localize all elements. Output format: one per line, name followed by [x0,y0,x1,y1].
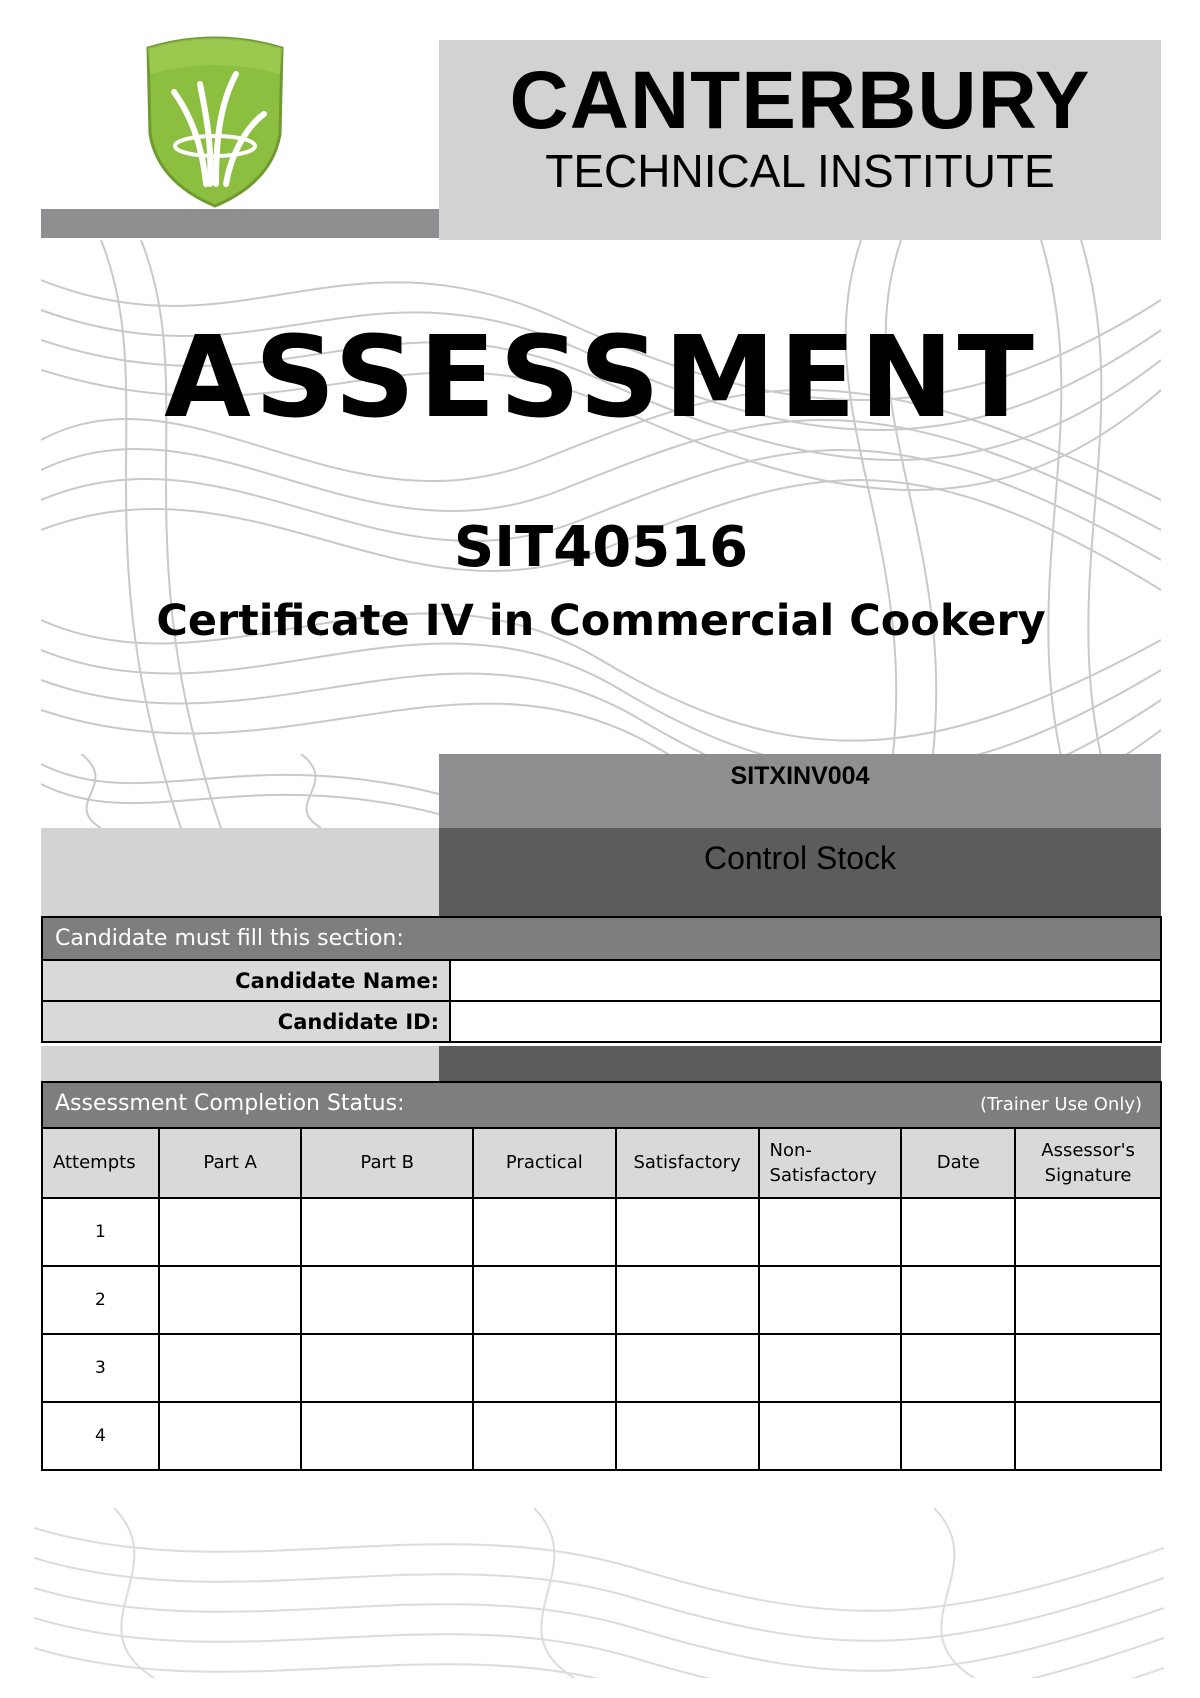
institute-logo [140,34,290,209]
col-assessor-signature: Assessor's Signature [1015,1128,1161,1198]
table-cell[interactable] [301,1198,472,1266]
col-practical: Practical [473,1128,616,1198]
table-cell[interactable] [473,1266,616,1334]
table-cell[interactable] [616,1402,759,1470]
course-name: Certificate IV in Commercial Cookery [156,596,1046,646]
unit-name-panel [439,828,1161,916]
attempt-number: 4 [42,1402,159,1470]
institute-header [439,40,1161,240]
completion-status-title: Assessment Completion Status: [55,1091,405,1116]
attempt-number: 1 [42,1198,159,1266]
table-row [42,1402,1161,1470]
table-cell[interactable] [301,1334,472,1402]
table-cell[interactable] [159,1334,302,1402]
completion-status-table [41,1081,1162,1471]
unit-code-panel [439,754,1161,828]
table-cell[interactable] [759,1198,902,1266]
table-cell[interactable] [159,1402,302,1470]
col-non-satisfactory: Non- Satisfactory [759,1128,902,1198]
trainer-use-note: (Trainer Use Only) [979,1094,1142,1115]
candidate-id-field[interactable] [450,1001,1161,1042]
col-part-b: Part B [301,1128,472,1198]
attempt-number: 3 [42,1334,159,1402]
table-row [42,1334,1161,1402]
swirl-background-left [41,754,439,828]
completion-status-heading [42,1082,1161,1128]
unit-left-panel [41,828,439,916]
table-cell[interactable] [1015,1266,1161,1334]
table-cell[interactable] [1015,1402,1161,1470]
candidate-section-heading: Candidate must fill this section: [42,917,1161,960]
spacer-left [41,1046,439,1081]
document-title: ASSESSMENT [164,313,1038,443]
table-cell[interactable] [616,1198,759,1266]
table-cell[interactable] [901,1198,1015,1266]
shield-wheat-logo-icon [140,34,290,209]
table-cell[interactable] [759,1334,902,1402]
col-part-a: Part A [159,1128,302,1198]
col-date: Date [901,1128,1015,1198]
table-cell[interactable] [1015,1198,1161,1266]
table-row [42,1266,1161,1334]
table-cell[interactable] [901,1402,1015,1470]
spacer-right [439,1046,1161,1081]
swirl-background-bottom [34,1508,1164,1678]
table-cell[interactable] [473,1334,616,1402]
candidate-name-field[interactable] [450,960,1161,1001]
institute-name: CANTERBURY [509,55,1091,146]
col-satisfactory: Satisfactory [616,1128,759,1198]
table-cell[interactable] [616,1334,759,1402]
candidate-section [41,916,1162,1043]
table-cell[interactable] [1015,1334,1161,1402]
table-cell[interactable] [759,1402,902,1470]
header-strip [41,209,439,238]
candidate-name-label: Candidate Name: [42,960,450,1001]
unit-code: SITXINV004 [730,762,870,790]
unit-name: Control Stock [703,840,897,876]
table-cell[interactable] [301,1266,472,1334]
institute-subtitle: TECHNICAL INSTITUTE [545,145,1055,197]
course-code: SIT40516 [453,515,749,580]
table-cell[interactable] [901,1334,1015,1402]
table-cell[interactable] [473,1402,616,1470]
table-cell[interactable] [301,1402,472,1470]
table-cell[interactable] [616,1266,759,1334]
table-cell[interactable] [759,1266,902,1334]
candidate-id-label: Candidate ID: [42,1001,450,1042]
table-row [42,1198,1161,1266]
attempt-number: 2 [42,1266,159,1334]
table-cell[interactable] [473,1198,616,1266]
col-attempts: Attempts [42,1128,159,1198]
table-cell[interactable] [159,1266,302,1334]
table-cell[interactable] [159,1198,302,1266]
table-cell[interactable] [901,1266,1015,1334]
